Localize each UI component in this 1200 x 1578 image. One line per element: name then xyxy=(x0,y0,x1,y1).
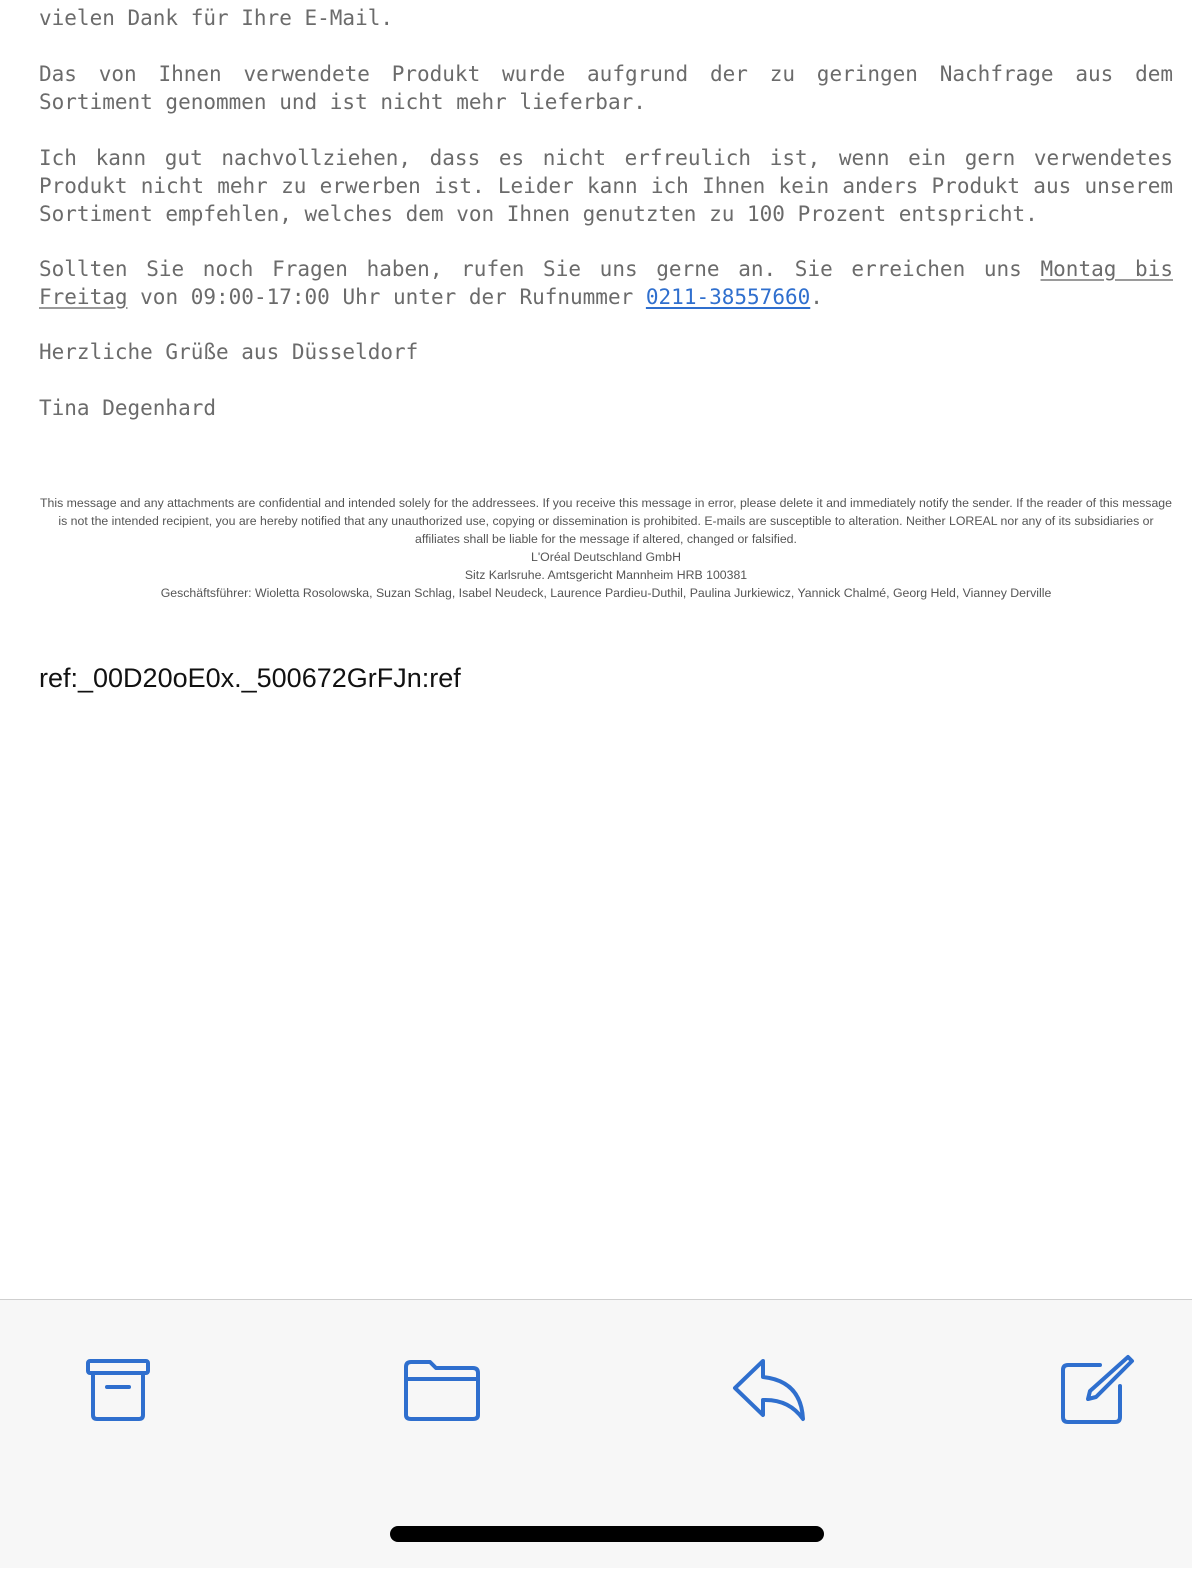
reply-icon xyxy=(731,1357,809,1423)
email-paragraph-1: Das von Ihnen verwendete Produkt wurde aufgrund der zu geringen Nachfrage aus dem Sortiment genommen und ist nicht mehr lieferbar. xyxy=(39,62,1173,114)
reference-id: ref:_00D20oE0x._500672GrFJn:ref xyxy=(39,663,461,693)
business-days-link[interactable]: Montag bis Freitag xyxy=(39,257,1173,309)
email-signature: Tina Degenhard xyxy=(39,396,217,420)
email-paragraph-2: Ich kann gut nachvollziehen, dass es nicht erfreulich ist, wenn ein gern verwendetes Produkt nicht mehr zu erwerben ist. Leider kann ich Ihnen kein anders Produkt aus unserem Sortiment empfehlen, welches dem von Ihnen genutzten zu 100 Prozent entspricht. xyxy=(39,146,1173,226)
company-managers: Geschäftsführer: Wioletta Rosolowska, Suzan Schlag, Isabel Neudeck, Laurence Pardieu-Duthil, Paulina Jurkiewicz, Yannick Chalmé, Georg Held, Vianney Derville xyxy=(160,586,1052,600)
email-closing: Herzliche Grüße aus Düsseldorf xyxy=(39,340,419,364)
legal-disclaimer xyxy=(40,494,1172,602)
home-indicator[interactable] xyxy=(390,1526,824,1542)
disclaimer-text: This message and any attachments are confidential and intended solely for the addressees. If you receive this message in error, please delete it and immediately notify the sender. If the reader of this message is not the intended recipient, you are hereby notified that any unauthorized use, copying or dissemination is prohibited. E-mails are susceptible to alteration. Neither LOREAL nor any of its subsidiaries or affiliates shall be liable for the message if altered, changed or falsified. xyxy=(40,496,1172,546)
folder-icon xyxy=(402,1357,482,1423)
move-to-folder-button[interactable] xyxy=(402,1350,482,1430)
compose-icon xyxy=(1056,1353,1136,1427)
reply-button[interactable] xyxy=(730,1350,810,1430)
email-paragraph-3 xyxy=(39,255,1173,311)
archive-icon xyxy=(83,1357,153,1423)
email-greeting: vielen Dank für Ihre E-Mail. xyxy=(39,6,394,30)
phone-number-link[interactable]: 0211-38557660 xyxy=(645,285,811,309)
paragraph-3-prefix: Sollten Sie noch Fragen haben, rufen Sie uns gerne an. Sie erreichen uns xyxy=(39,257,1041,281)
company-registry: Sitz Karlsruhe. Amtsgericht Mannheim HRB 100381 xyxy=(464,568,748,582)
company-name: L'Oréal Deutschland GmbH xyxy=(531,550,681,564)
compose-button[interactable] xyxy=(1056,1350,1136,1430)
paragraph-3-suffix: . xyxy=(810,285,823,309)
archive-button[interactable] xyxy=(78,1350,158,1430)
paragraph-3-middle: von 09:00-17:00 Uhr unter der Rufnummer xyxy=(127,285,646,309)
